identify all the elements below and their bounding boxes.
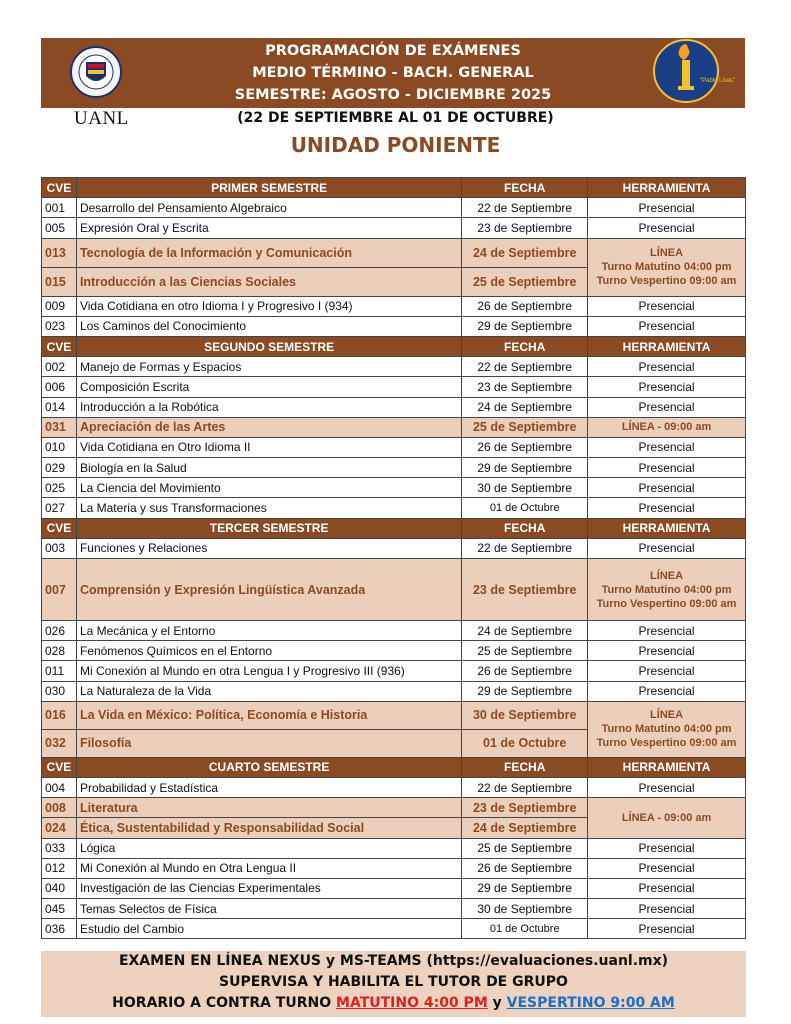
table-row — [42, 296, 746, 316]
tool-line-evening: Turno Vespertino 09:00 am — [596, 597, 737, 610]
tool-cell: Presencial — [588, 498, 746, 518]
cve-cell: 005 — [42, 218, 77, 238]
subject-cell: Biología en la Salud — [76, 458, 461, 478]
col-header-tool: HERRAMIENTA — [588, 757, 746, 777]
table-row — [42, 377, 746, 397]
subject-cell: Filosofía — [76, 729, 461, 757]
cve-cell: 001 — [42, 198, 77, 218]
subject-cell: Probabilidad y Estadística — [76, 777, 461, 797]
date-cell: 24 de Septiembre — [462, 397, 588, 417]
subject-cell: Mi Conexión al Mundo en Otra Lengua II — [76, 858, 461, 878]
tool-cell: Presencial — [588, 218, 746, 238]
table-row — [42, 478, 746, 498]
footer-schedule-prefix: HORARIO A CONTRA TURNO — [112, 995, 332, 1011]
tool-cell: Presencial — [588, 878, 746, 898]
tool-cell: Presencial — [588, 437, 746, 457]
subject-cell: Temas Selectos de Física — [76, 899, 461, 919]
tool-cell: Presencial — [588, 838, 746, 858]
tool-cell: Presencial — [588, 681, 746, 701]
date-cell: 25 de Septiembre — [462, 838, 588, 858]
cve-cell: 009 — [42, 296, 77, 316]
subject-cell: La Materia y sus Transformaciones — [76, 498, 461, 518]
header-title-block — [41, 40, 745, 106]
footer-notice — [41, 951, 746, 1017]
col-header-date: FECHA — [462, 178, 588, 198]
tool-line-evening: Turno Vespertino 09:00 am — [596, 737, 737, 750]
date-range: (22 DE SEPTIEMBRE AL 01 DE OCTUBRE) — [237, 110, 554, 126]
table-row-online — [42, 417, 746, 437]
subject-cell: Desarrollo del Pensamiento Algebraico — [76, 198, 461, 218]
date-cell: 29 de Septiembre — [462, 458, 588, 478]
cve-cell: 031 — [42, 417, 77, 437]
header-line-1: PROGRAMACIÓN DE EXÁMENES — [265, 43, 521, 59]
col-header-date: FECHA — [462, 518, 588, 538]
tool-cell-online — [588, 559, 746, 621]
semester-header-3 — [42, 518, 746, 538]
subject-cell: La Vida en México: Política, Economía e Historia — [76, 701, 461, 729]
date-cell: 25 de Septiembre — [462, 417, 588, 437]
subject-cell: Manejo de Formas y Espacios — [76, 357, 461, 377]
tool-cell: Presencial — [588, 357, 746, 377]
semester-header-4 — [42, 757, 746, 777]
date-cell: 26 de Septiembre — [462, 858, 588, 878]
col-header-tool: HERRAMIENTA — [588, 178, 746, 198]
subject-cell: Literatura — [76, 798, 461, 818]
semester-title: PRIMER SEMESTRE — [76, 178, 461, 198]
col-header-tool: HERRAMIENTA — [588, 336, 746, 356]
cve-cell: 023 — [42, 316, 77, 336]
footer-line-3 — [41, 993, 746, 1014]
col-header-tool: HERRAMIENTA — [588, 518, 746, 538]
cve-cell: 040 — [42, 878, 77, 898]
table-row — [42, 878, 746, 898]
date-cell: 24 de Septiembre — [462, 621, 588, 641]
tool-cell: Presencial — [588, 198, 746, 218]
cve-cell: 028 — [42, 641, 77, 661]
table-row — [42, 621, 746, 641]
col-header-date: FECHA — [462, 757, 588, 777]
tool-cell: Presencial — [588, 538, 746, 558]
torch-seal-logo — [650, 38, 736, 104]
unit-title: UNIDAD PONIENTE — [290, 133, 501, 157]
date-cell: 01 de Octubre — [462, 498, 588, 518]
tool-cell: Presencial — [588, 641, 746, 661]
subject-cell: Apreciación de las Artes — [76, 417, 461, 437]
subject-cell: Ética, Sustentabilidad y Responsabilidad Social — [76, 818, 461, 838]
col-header-date: FECHA — [462, 336, 588, 356]
semester-title: SEGUNDO SEMESTRE — [76, 336, 461, 356]
table-row-online — [42, 701, 746, 729]
cve-cell: 012 — [42, 858, 77, 878]
table-row — [42, 437, 746, 457]
date-cell: 26 de Septiembre — [462, 296, 588, 316]
subject-cell: Tecnología de la Información y Comunicación — [76, 238, 461, 267]
table-row — [42, 838, 746, 858]
cve-cell: 015 — [42, 267, 77, 296]
tool-cell: Presencial — [588, 858, 746, 878]
semester-header-1 — [42, 178, 746, 198]
semester-header-2 — [42, 336, 746, 356]
date-cell: 22 de Septiembre — [462, 777, 588, 797]
table-row-online — [42, 798, 746, 818]
tool-cell-online: LÍNEA - 09:00 am — [588, 798, 746, 838]
tool-cell: Presencial — [588, 919, 746, 939]
subject-cell: Comprensión y Expresión Lingüística Avanzada — [76, 559, 461, 621]
uanl-wordmark: UANL — [74, 108, 129, 129]
footer-line-2: SUPERVISA Y HABILITA EL TUTOR DE GRUPO — [219, 974, 568, 990]
subject-cell: Investigación de las Ciencias Experimentales — [76, 878, 461, 898]
footer-evening-time: VESPERTINO 9:00 AM — [506, 995, 675, 1011]
tool-line-morning: Turno Matutino 04:00 pm — [601, 261, 732, 274]
cve-cell: 006 — [42, 377, 77, 397]
subject-cell: Vida Cotidiana en otro Idioma I y Progresivo I (934) — [76, 296, 461, 316]
date-cell: 25 de Septiembre — [462, 267, 588, 296]
subject-cell: La Ciencia del Movimiento — [76, 478, 461, 498]
footer-line-1: EXAMEN EN LÍNEA NEXUS y MS-TEAMS (https://evaluaciones.uanl.mx) — [118, 953, 669, 969]
tool-cell: Presencial — [588, 899, 746, 919]
date-cell: 26 de Septiembre — [462, 661, 588, 681]
subject-cell: Vida Cotidiana en Otro Idioma II — [76, 437, 461, 457]
subject-cell: Lógica — [76, 838, 461, 858]
date-cell: 23 de Septiembre — [462, 218, 588, 238]
table-row — [42, 397, 746, 417]
date-cell: 24 de Septiembre — [462, 238, 588, 267]
table-row — [42, 357, 746, 377]
cve-cell: 033 — [42, 838, 77, 858]
table-row — [42, 218, 746, 238]
subject-cell: Los Caminos del Conocimiento — [76, 316, 461, 336]
semester-title: CUARTO SEMESTRE — [76, 757, 461, 777]
tool-line-evening: Turno Vespertino 09:00 am — [596, 275, 737, 288]
subject-cell: La Naturaleza de la Vida — [76, 681, 461, 701]
cve-cell: 008 — [42, 798, 77, 818]
subject-cell: La Mecánica y el Entorno — [76, 621, 461, 641]
cve-cell: 010 — [42, 437, 77, 457]
tool-line-label: LÍNEA — [650, 709, 684, 722]
table-row — [42, 899, 746, 919]
date-cell: 22 de Septiembre — [462, 538, 588, 558]
table-row — [42, 858, 746, 878]
col-header-cve: CVE — [42, 336, 77, 356]
cve-cell: 032 — [42, 729, 77, 757]
tool-cell-online: LÍNEA - 09:00 am — [588, 417, 746, 437]
tool-cell-online — [588, 238, 746, 296]
cve-cell: 011 — [42, 661, 77, 681]
date-cell: 30 de Septiembre — [462, 478, 588, 498]
tool-cell: Presencial — [588, 296, 746, 316]
date-cell: 30 de Septiembre — [462, 701, 588, 729]
footer-morning-time: MATUTINO 4:00 PM — [336, 995, 488, 1011]
subject-cell: Mi Conexión al Mundo en otra Lengua I y Progresivo III (936) — [76, 661, 461, 681]
col-header-cve: CVE — [42, 757, 77, 777]
table-row — [42, 919, 746, 939]
uanl-seal-logo — [70, 42, 122, 104]
cve-cell: 016 — [42, 701, 77, 729]
table-row — [42, 681, 746, 701]
tool-cell: Presencial — [588, 316, 746, 336]
cve-cell: 029 — [42, 458, 77, 478]
subject-cell: Estudio del Cambio — [76, 919, 461, 939]
tool-cell: Presencial — [588, 397, 746, 417]
subject-cell: Fenómenos Químicos en el Entorno — [76, 641, 461, 661]
cve-cell: 004 — [42, 777, 77, 797]
subject-cell: Introducción a las Ciencias Sociales — [76, 267, 461, 296]
cve-cell: 024 — [42, 818, 77, 838]
table-row-online — [42, 238, 746, 267]
semester-title: TERCER SEMESTRE — [76, 518, 461, 538]
tool-line-label: LÍNEA — [650, 569, 684, 582]
tool-line-morning: Turno Matutino 04:00 pm — [601, 583, 732, 596]
date-cell: 23 de Septiembre — [462, 377, 588, 397]
cve-cell: 002 — [42, 357, 77, 377]
tool-cell: Presencial — [588, 377, 746, 397]
tool-cell: Presencial — [588, 478, 746, 498]
cve-cell: 013 — [42, 238, 77, 267]
cve-cell: 025 — [42, 478, 77, 498]
table-row — [42, 661, 746, 681]
date-cell: 29 de Septiembre — [462, 681, 588, 701]
date-cell: 25 de Septiembre — [462, 641, 588, 661]
date-cell: 22 de Septiembre — [462, 198, 588, 218]
tool-cell: Presencial — [588, 661, 746, 681]
col-header-cve: CVE — [42, 178, 77, 198]
cve-cell: 036 — [42, 919, 77, 939]
table-row-online — [42, 559, 746, 621]
torch-logo-label: "Pablo Livas" — [700, 78, 736, 84]
date-cell: 01 de Octubre — [462, 919, 588, 939]
cve-cell: 014 — [42, 397, 77, 417]
date-cell: 29 de Septiembre — [462, 316, 588, 336]
header-line-2: MEDIO TÉRMINO - BACH. GENERAL — [252, 65, 534, 81]
cve-cell: 026 — [42, 621, 77, 641]
header-line-3: SEMESTRE: AGOSTO - DICIEMBRE 2025 — [234, 87, 552, 103]
exam-schedule-table — [41, 177, 746, 939]
table-row — [42, 458, 746, 478]
cve-cell: 027 — [42, 498, 77, 518]
cve-cell: 003 — [42, 538, 77, 558]
subject-cell: Introducción a la Robótica — [76, 397, 461, 417]
tool-cell-online — [588, 701, 746, 757]
table-row — [42, 641, 746, 661]
date-cell: 29 de Septiembre — [462, 878, 588, 898]
table-row — [42, 777, 746, 797]
col-header-cve: CVE — [42, 518, 77, 538]
date-cell: 23 de Septiembre — [462, 798, 588, 818]
subject-cell: Composición Escrita — [76, 377, 461, 397]
table-row — [42, 498, 746, 518]
tool-cell: Presencial — [588, 458, 746, 478]
date-cell: 01 de Octubre — [462, 729, 588, 757]
tool-line-morning: Turno Matutino 04:00 pm — [601, 723, 732, 736]
tool-cell: Presencial — [588, 777, 746, 797]
tool-line-label: LÍNEA — [650, 247, 684, 260]
date-cell: 22 de Septiembre — [462, 357, 588, 377]
date-cell: 26 de Septiembre — [462, 437, 588, 457]
subject-cell: Expresión Oral y Escrita — [76, 218, 461, 238]
date-cell: 23 de Septiembre — [462, 559, 588, 621]
date-cell: 30 de Septiembre — [462, 899, 588, 919]
footer-and: y — [492, 995, 502, 1011]
subject-cell: Funciones y Relaciones — [76, 538, 461, 558]
cve-cell: 030 — [42, 681, 77, 701]
cve-cell: 045 — [42, 899, 77, 919]
header-band — [41, 38, 745, 108]
cve-cell: 007 — [42, 559, 77, 621]
table-row — [42, 198, 746, 218]
date-cell: 24 de Septiembre — [462, 818, 588, 838]
table-row — [42, 538, 746, 558]
table-row — [42, 316, 746, 336]
tool-cell: Presencial — [588, 621, 746, 641]
